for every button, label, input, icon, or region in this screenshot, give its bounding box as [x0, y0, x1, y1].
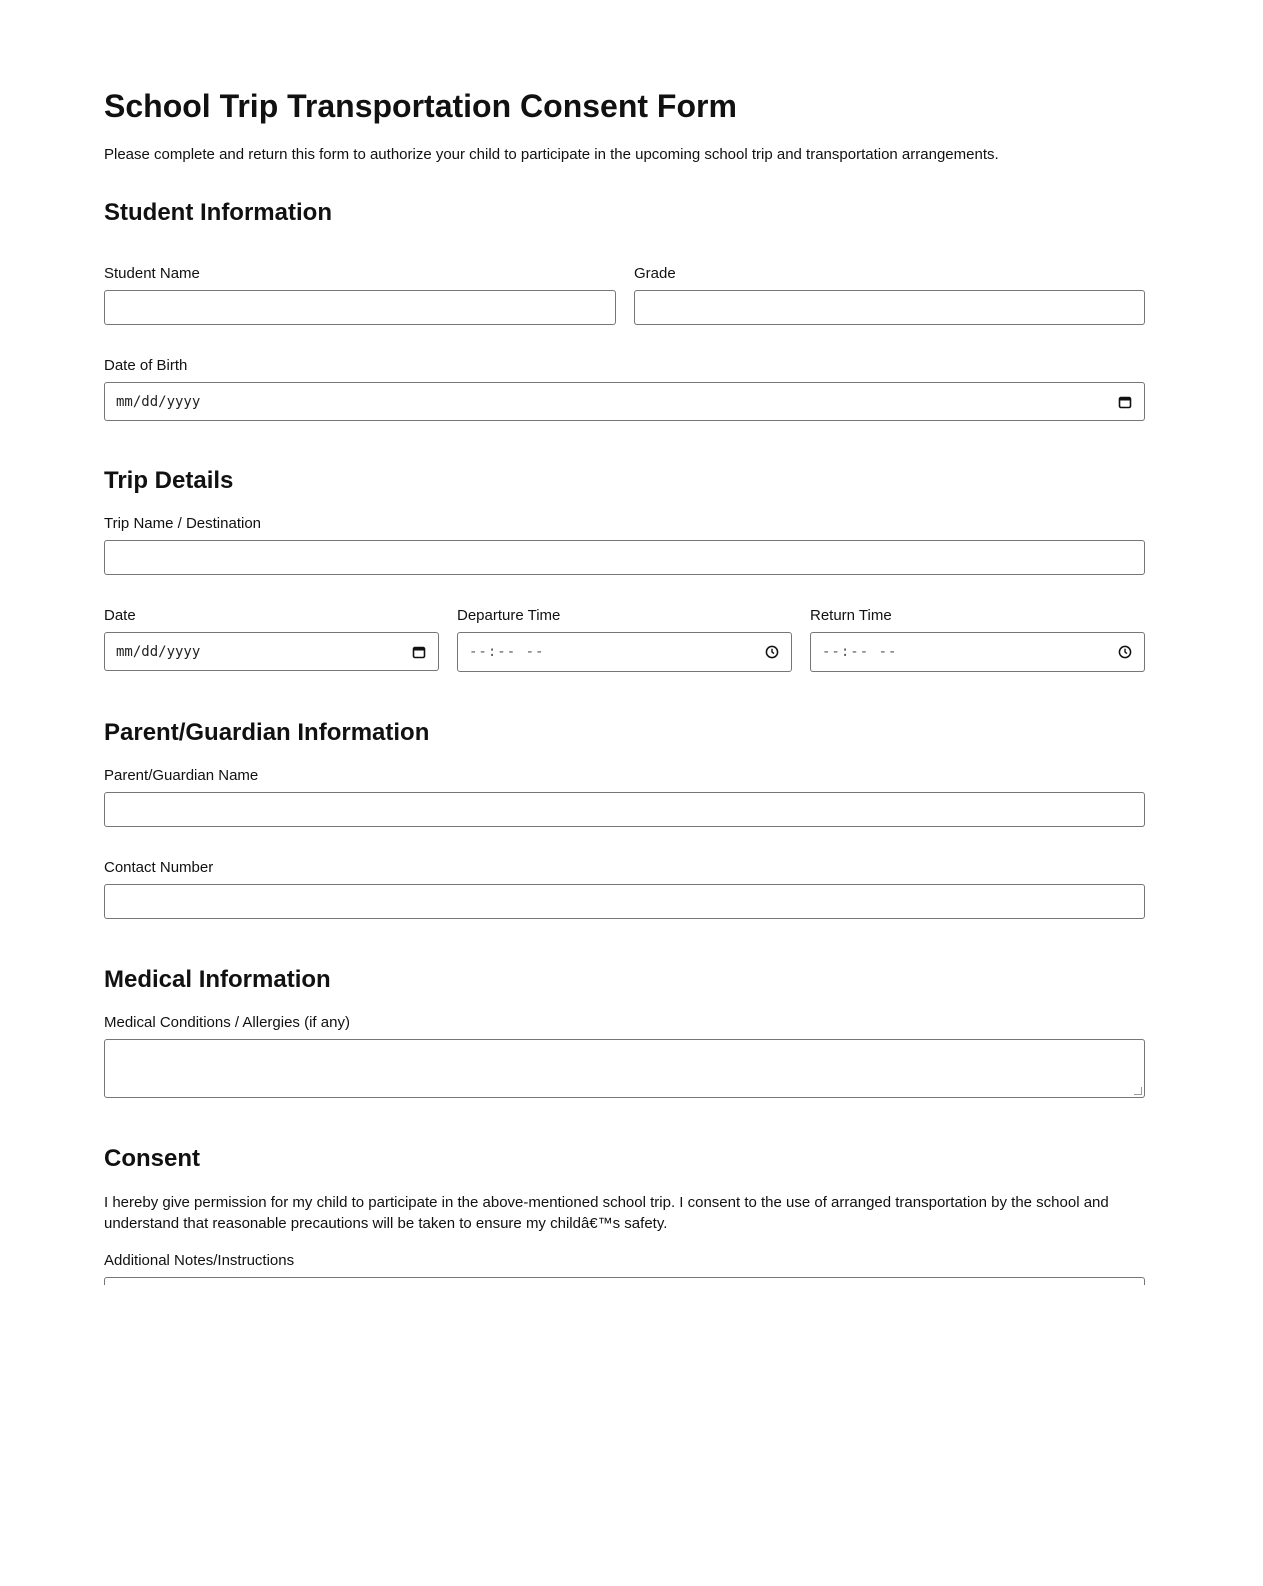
trip-date-placeholder: mm/dd/yyyy	[116, 643, 201, 660]
departure-time-label: Departure Time	[457, 607, 561, 624]
trip-date-label: Date	[104, 607, 136, 624]
dob-placeholder: mm/dd/yyyy	[116, 393, 201, 410]
section-heading-trip: Trip Details	[104, 467, 234, 494]
trip-name-input[interactable]	[104, 540, 1145, 575]
grade-input[interactable]	[634, 290, 1145, 325]
page-title: School Trip Transportation Consent Form	[104, 88, 737, 124]
form-description: Please complete and return this form to authorize your child to participate in the upcoming school trip and transportation arrangements.	[104, 146, 999, 163]
grade-label: Grade	[634, 265, 676, 282]
student-name-input[interactable]	[104, 290, 616, 325]
calendar-icon[interactable]	[412, 645, 426, 659]
return-time-input[interactable]	[810, 632, 1145, 672]
parent-name-input[interactable]	[104, 792, 1145, 827]
section-heading-medical: Medical Information	[104, 966, 331, 993]
additional-notes-textarea[interactable]	[104, 1277, 1145, 1285]
dob-label: Date of Birth	[104, 357, 188, 374]
contact-number-label: Contact Number	[104, 859, 214, 876]
departure-time-input[interactable]	[457, 632, 792, 672]
resize-handle[interactable]	[1134, 1087, 1142, 1095]
return-time-placeholder: --:-- --	[822, 644, 898, 660]
section-heading-consent: Consent	[104, 1145, 200, 1172]
medical-conditions-textarea[interactable]	[104, 1039, 1145, 1098]
clock-icon[interactable]	[1118, 645, 1132, 659]
departure-time-placeholder: --:-- --	[469, 644, 545, 660]
student-name-label: Student Name	[104, 265, 200, 282]
trip-name-label: Trip Name / Destination	[104, 515, 262, 532]
return-time-label: Return Time	[810, 607, 892, 624]
dob-input[interactable]	[104, 382, 1145, 421]
clock-icon[interactable]	[765, 645, 779, 659]
contact-number-input[interactable]	[104, 884, 1145, 919]
section-heading-parent: Parent/Guardian Information	[104, 719, 430, 746]
parent-name-label: Parent/Guardian Name	[104, 767, 259, 784]
medical-conditions-label: Medical Conditions / Allergies (if any)	[104, 1014, 350, 1031]
trip-date-input[interactable]	[104, 632, 439, 671]
calendar-icon[interactable]	[1118, 395, 1132, 409]
consent-text: I hereby give permission for my child to participate in the above-mentioned school trip. I consent to the use of arranged transportation by the school and understand that reasonable precautions will be taken to ensure my childâ€™s safety.	[104, 1194, 1109, 1232]
additional-notes-label: Additional Notes/Instructions	[104, 1252, 295, 1269]
section-heading-student: Student Information	[104, 199, 332, 226]
